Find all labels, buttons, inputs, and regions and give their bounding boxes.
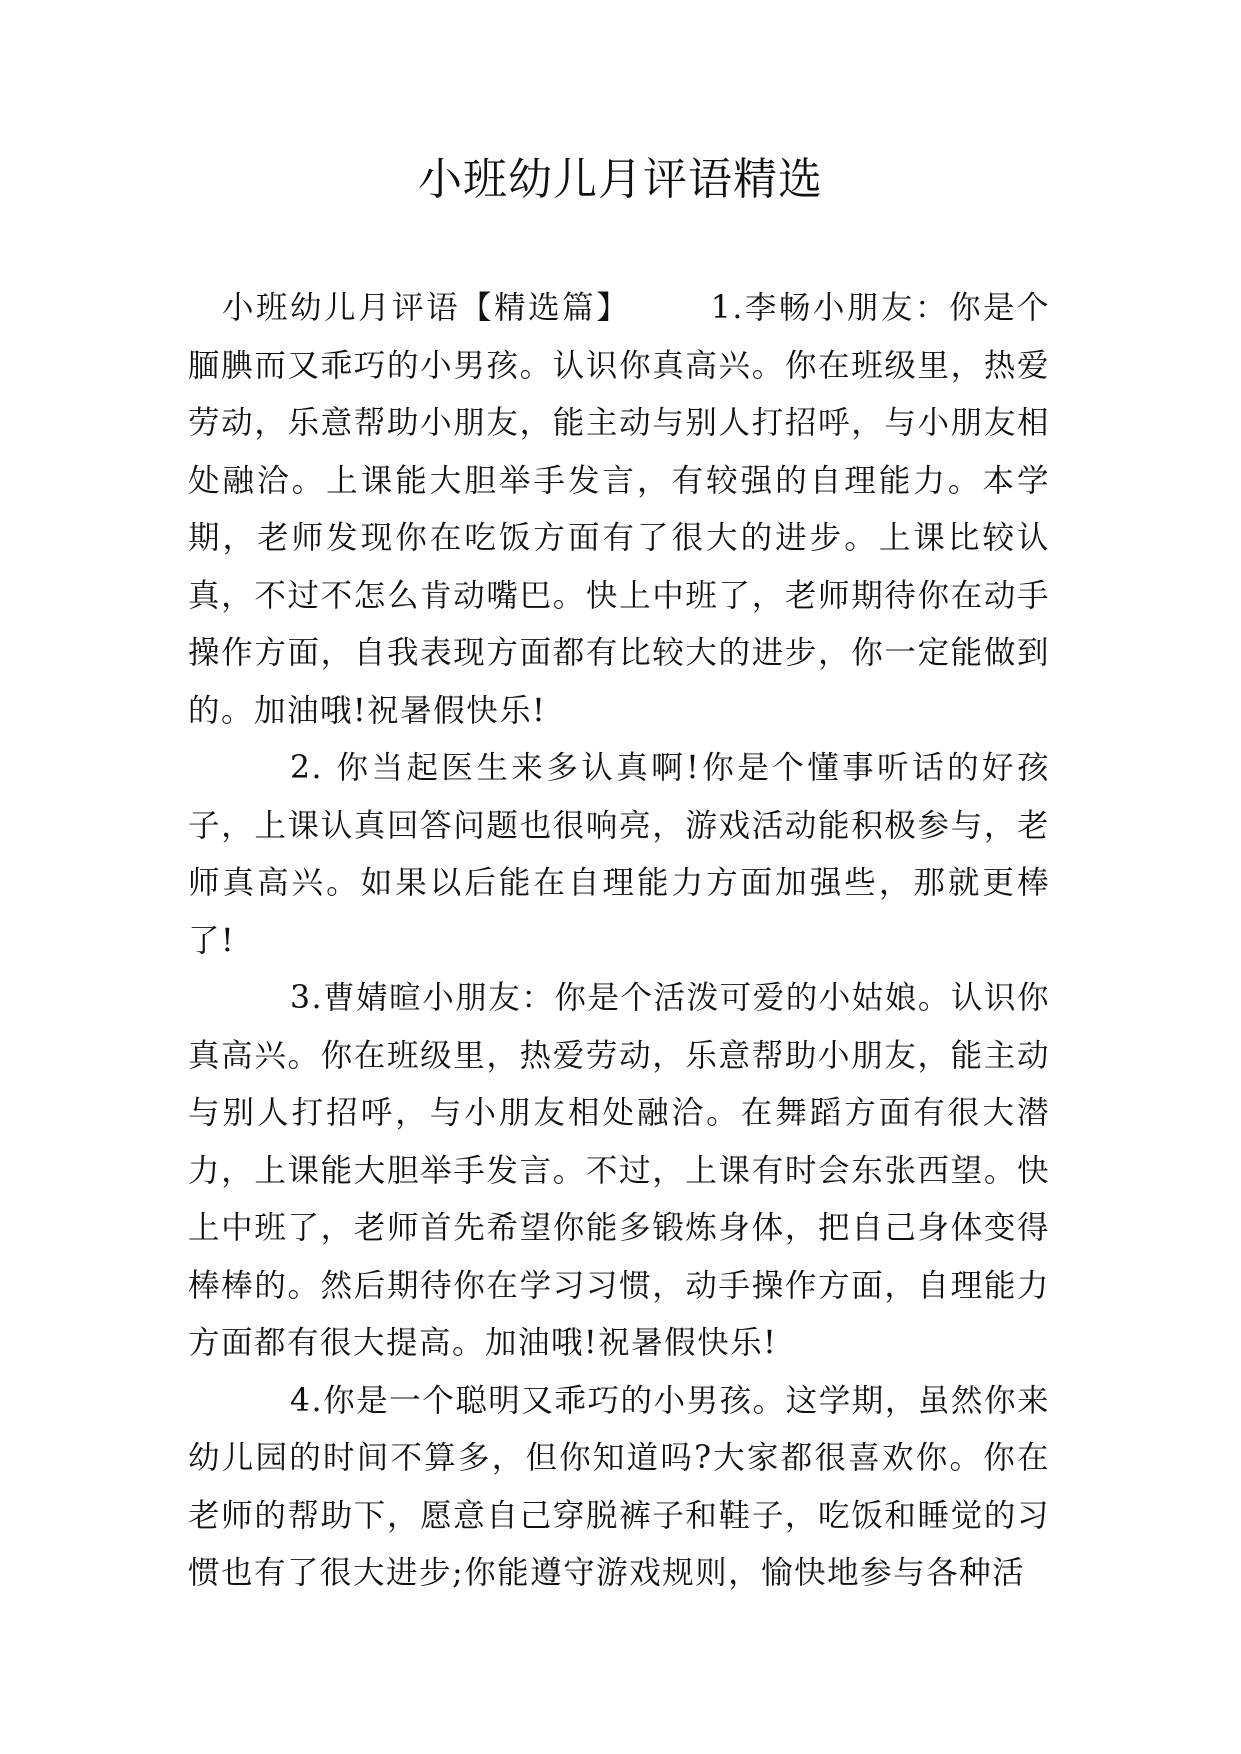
document-title: 小班幼儿月评语精选 (418, 154, 823, 205)
paragraph-intro-item-1: 小班幼儿月评语【精选篇】 1.李畅小朋友：你是个腼腆而又乖巧的小男孩。认识你真高兴。你在班级里，热爱劳动，乐意帮助小朋友，能主动与别人打招呼，与小朋友相处融洽。上课能大胆举手发言，有较强的自理能力。本学期，老师发现你在吃饭方面有了很大的进步。上课比较认真，不过不怎么肯动嘴巴。快上中班了，老师期待你在动手操作方面，自我表现方面都有比较大的进步，你一定能做到的。加油哦!祝暑假快乐! (188, 290, 1050, 729)
paragraph-item-4: 4.你是一个聪明又乖巧的小男孩。这学期，虽然你来幼儿园的时间不算多，但你知道吗?大家都很喜欢你。你在老师的帮助下，愿意自己穿脱裤子和鞋子，吃饭和睡觉的习惯也有了很大进步;你能遵守游戏规则，愉快地参与各种活 (188, 1382, 1050, 1591)
paragraph-item-2: 2. 你当起医生来多认真啊!你是个懂事听话的好孩子，上课认真回答问题也很响亮，游戏活动能积极参与，老师真高兴。如果以后能在自理能力方面加强些，那就更棒了! (188, 750, 1050, 959)
paragraph-item-3: 3.曹婧暄小朋友：你是个活泼可爱的小姑娘。认识你真高兴。你在班级里，热爱劳动，乐意帮助小朋友，能主动与别人打招呼，与小朋友相处融洽。在舞蹈方面有很大潜力，上课能大胆举手发言。不过，上课有时会东张西望。快上中班了，老师首先希望你能多锻炼身体，把自己身体变得棒棒的。然后期待你在学习习惯，动手操作方面，自理能力方面都有很大提高。加油哦!祝暑假快乐! (188, 980, 1050, 1361)
document-body (188, 280, 1050, 1603)
